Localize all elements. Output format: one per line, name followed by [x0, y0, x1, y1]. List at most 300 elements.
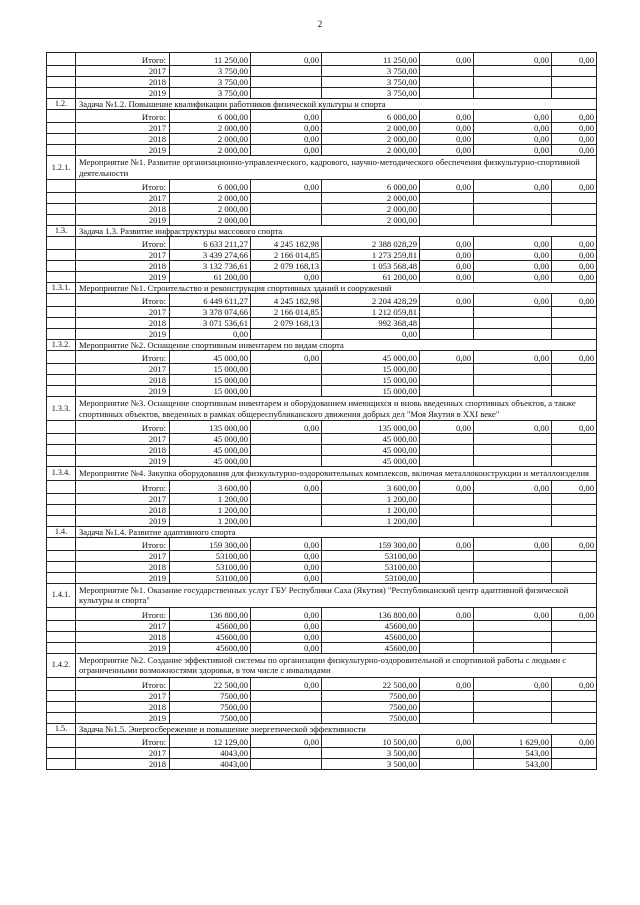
amount-cell	[474, 88, 552, 99]
amount-cell	[552, 445, 597, 456]
amount-cell	[420, 747, 474, 758]
amount-cell: 6 000,00	[170, 110, 251, 123]
amount-cell: 15 000,00	[322, 386, 420, 397]
table-row	[47, 375, 597, 386]
amount-cell: 0,00	[420, 537, 474, 550]
budget-table-body	[47, 53, 597, 770]
amount-cell	[251, 690, 322, 701]
task-heading-row	[47, 526, 597, 537]
event-title: Мероприятие №1. Оказание государственных услуг ГБУ Республики Саха (Якутия) "Республиканский центр адаптивной физической культуры и спорта"	[76, 583, 597, 607]
amount-cell	[251, 66, 322, 77]
amount-cell: 0,00	[251, 134, 322, 145]
amount-cell	[474, 504, 552, 515]
year-label: 2019	[76, 215, 170, 226]
amount-cell: 2 000,00	[322, 204, 420, 215]
row-code-cell	[47, 204, 76, 215]
amount-cell: 135 000,00	[170, 421, 251, 434]
row-code-cell	[47, 110, 76, 123]
event-row	[47, 653, 597, 677]
row-code-cell	[47, 758, 76, 769]
amount-cell	[552, 88, 597, 99]
amount-cell: 0,00	[420, 294, 474, 307]
amount-cell	[552, 550, 597, 561]
amount-cell: 7500,00	[322, 701, 420, 712]
amount-cell: 0,00	[474, 123, 552, 134]
amount-cell	[420, 515, 474, 526]
amount-cell: 3 750,00	[322, 77, 420, 88]
amount-cell: 0,00	[420, 123, 474, 134]
table-row	[47, 642, 597, 653]
amount-cell: 2 388 028,29	[322, 237, 420, 250]
table-row	[47, 421, 597, 434]
event-row	[47, 467, 597, 481]
amount-cell	[474, 77, 552, 88]
task-title: Мероприятие №1. Строительство и реконструкция спортивных зданий и сооружений	[76, 283, 597, 294]
amount-cell: 0,00	[251, 110, 322, 123]
amount-cell: 0,00	[420, 272, 474, 283]
amount-cell	[552, 66, 597, 77]
year-label: 2017	[76, 364, 170, 375]
table-row	[47, 307, 597, 318]
row-code-cell	[47, 480, 76, 493]
amount-cell: 135 000,00	[322, 421, 420, 434]
table-row	[47, 272, 597, 283]
amount-cell: 15 000,00	[322, 375, 420, 386]
amount-cell: 0,00	[170, 329, 251, 340]
amount-cell: 136 800,00	[170, 607, 251, 620]
amount-cell: 0,00	[322, 329, 420, 340]
row-code-cell	[47, 364, 76, 375]
amount-cell: 0,00	[474, 53, 552, 66]
amount-cell	[552, 642, 597, 653]
task-heading-row	[47, 723, 597, 734]
row-code-cell	[47, 515, 76, 526]
amount-cell: 53100,00	[170, 561, 251, 572]
amount-cell: 0,00	[251, 642, 322, 653]
total-label: Итого:	[76, 180, 170, 193]
amount-cell	[474, 493, 552, 504]
amount-cell	[474, 318, 552, 329]
table-row	[47, 318, 597, 329]
year-label: 2018	[76, 758, 170, 769]
event-row	[47, 397, 597, 421]
amount-cell	[474, 386, 552, 397]
row-code-cell	[47, 537, 76, 550]
table-row	[47, 445, 597, 456]
row-code-cell	[47, 607, 76, 620]
year-label: 2019	[76, 386, 170, 397]
amount-cell: 7500,00	[170, 712, 251, 723]
amount-cell: 1 053 568,48	[322, 261, 420, 272]
amount-cell: 2 000,00	[170, 215, 251, 226]
amount-cell: 3 600,00	[322, 480, 420, 493]
amount-cell	[251, 445, 322, 456]
amount-cell	[474, 204, 552, 215]
total-label: Итого:	[76, 53, 170, 66]
amount-cell	[552, 318, 597, 329]
amount-cell: 6 449 611,27	[170, 294, 251, 307]
year-label: 2018	[76, 631, 170, 642]
event-title: Мероприятие №4. Закупка оборудования для физкультурно-оздоровительных комплексов, включая металлоконструкции и металлоизделия	[76, 467, 597, 481]
table-row	[47, 329, 597, 340]
amount-cell	[420, 504, 474, 515]
amount-cell	[420, 386, 474, 397]
row-code-cell	[47, 421, 76, 434]
amount-cell: 0,00	[420, 261, 474, 272]
amount-cell: 2 166 014,85	[251, 250, 322, 261]
amount-cell: 45 000,00	[170, 351, 251, 364]
year-label: 2019	[76, 572, 170, 583]
year-label: 2018	[76, 701, 170, 712]
amount-cell: 2 000,00	[170, 145, 251, 156]
year-label: 2019	[76, 712, 170, 723]
amount-cell: 0,00	[552, 237, 597, 250]
amount-cell: 3 439 274,66	[170, 250, 251, 261]
amount-cell	[420, 434, 474, 445]
amount-cell	[420, 758, 474, 769]
amount-cell: 2 079 168,13	[251, 261, 322, 272]
year-label: 2018	[76, 261, 170, 272]
amount-cell: 53100,00	[170, 572, 251, 583]
amount-cell: 45 000,00	[322, 434, 420, 445]
amount-cell: 0,00	[251, 537, 322, 550]
amount-cell: 11 250,00	[322, 53, 420, 66]
year-label: 2018	[76, 504, 170, 515]
table-row	[47, 261, 597, 272]
amount-cell: 0,00	[474, 250, 552, 261]
amount-cell	[420, 329, 474, 340]
amount-cell: 15 000,00	[170, 364, 251, 375]
row-code-cell	[47, 701, 76, 712]
table-row	[47, 351, 597, 364]
amount-cell: 0,00	[552, 272, 597, 283]
amount-cell: 3 132 736,61	[170, 261, 251, 272]
row-code-cell	[47, 642, 76, 653]
amount-cell: 159 300,00	[170, 537, 251, 550]
amount-cell	[552, 77, 597, 88]
row-code-cell	[47, 123, 76, 134]
amount-cell: 0,00	[474, 351, 552, 364]
amount-cell	[474, 215, 552, 226]
amount-cell	[552, 307, 597, 318]
total-label: Итого:	[76, 351, 170, 364]
event-title: Мероприятие №2. Создание эффективной системы по организации физкультурно-оздоровительной и спортивной работы с людьми с ограниченными возможностями здоровья, в том числе с инвалидами	[76, 653, 597, 677]
amount-cell: 0,00	[420, 250, 474, 261]
table-row	[47, 53, 597, 66]
page-number: 2	[317, 19, 323, 29]
amount-cell	[474, 561, 552, 572]
year-label: 2017	[76, 307, 170, 318]
year-label: 2018	[76, 445, 170, 456]
amount-cell: 7500,00	[322, 712, 420, 723]
amount-cell: 0,00	[474, 180, 552, 193]
table-row	[47, 294, 597, 307]
row-code-cell	[47, 53, 76, 66]
amount-cell: 0,00	[251, 272, 322, 283]
row-code-cell	[47, 66, 76, 77]
year-label: 2018	[76, 77, 170, 88]
amount-cell: 0,00	[474, 145, 552, 156]
year-label: 2019	[76, 88, 170, 99]
amount-cell: 1 629,00	[474, 734, 552, 747]
year-label: 2017	[76, 434, 170, 445]
row-code-cell	[47, 250, 76, 261]
amount-cell: 0,00	[420, 145, 474, 156]
amount-cell: 0,00	[251, 631, 322, 642]
amount-cell: 45 000,00	[322, 456, 420, 467]
amount-cell: 0,00	[474, 237, 552, 250]
amount-cell	[474, 66, 552, 77]
amount-cell	[420, 445, 474, 456]
total-label: Итого:	[76, 607, 170, 620]
amount-cell	[474, 434, 552, 445]
year-label: 2017	[76, 193, 170, 204]
table-row	[47, 504, 597, 515]
amount-cell: 1 200,00	[170, 504, 251, 515]
amount-cell: 0,00	[420, 677, 474, 690]
amount-cell: 0,00	[420, 110, 474, 123]
amount-cell: 61 200,00	[170, 272, 251, 283]
amount-cell: 4043,00	[170, 758, 251, 769]
amount-cell: 0,00	[251, 180, 322, 193]
amount-cell: 0,00	[474, 537, 552, 550]
amount-cell	[251, 88, 322, 99]
task-heading-row	[47, 340, 597, 351]
row-code-cell	[47, 134, 76, 145]
amount-cell: 3 500,00	[322, 758, 420, 769]
year-label: 2019	[76, 145, 170, 156]
amount-cell	[251, 193, 322, 204]
amount-cell: 6 000,00	[322, 110, 420, 123]
amount-cell: 1 212 059,81	[322, 307, 420, 318]
total-label: Итого:	[76, 237, 170, 250]
amount-cell	[420, 701, 474, 712]
amount-cell: 0,00	[251, 607, 322, 620]
amount-cell	[552, 493, 597, 504]
year-label: 2019	[76, 329, 170, 340]
amount-cell: 992 368,48	[322, 318, 420, 329]
year-label: 2018	[76, 375, 170, 386]
table-row	[47, 620, 597, 631]
amount-cell	[251, 504, 322, 515]
row-code-cell	[47, 145, 76, 156]
amount-cell	[420, 550, 474, 561]
amount-cell	[474, 550, 552, 561]
table-row	[47, 734, 597, 747]
table-row	[47, 456, 597, 467]
amount-cell: 0,00	[552, 53, 597, 66]
amount-cell	[474, 642, 552, 653]
amount-cell: 3 750,00	[170, 77, 251, 88]
row-code: 1.4.1.	[47, 583, 76, 607]
amount-cell: 0,00	[474, 272, 552, 283]
amount-cell: 45600,00	[322, 631, 420, 642]
row-code-cell	[47, 329, 76, 340]
year-label: 2019	[76, 515, 170, 526]
amount-cell: 45 000,00	[322, 351, 420, 364]
amount-cell	[420, 493, 474, 504]
table-row	[47, 215, 597, 226]
task-title: Мероприятие №2. Оснащение спортивным инвентарем по видам спорта	[76, 340, 597, 351]
amount-cell: 3 750,00	[322, 88, 420, 99]
year-label: 2017	[76, 747, 170, 758]
total-label: Итого:	[76, 110, 170, 123]
amount-cell	[552, 193, 597, 204]
amount-cell: 0,00	[420, 237, 474, 250]
amount-cell: 0,00	[251, 123, 322, 134]
amount-cell: 45600,00	[170, 631, 251, 642]
amount-cell: 22 500,00	[322, 677, 420, 690]
amount-cell: 0,00	[251, 734, 322, 747]
table-row	[47, 237, 597, 250]
amount-cell: 6 000,00	[170, 180, 251, 193]
amount-cell: 6 000,00	[322, 180, 420, 193]
amount-cell: 7500,00	[170, 690, 251, 701]
amount-cell	[251, 747, 322, 758]
amount-cell	[420, 318, 474, 329]
amount-cell: 7500,00	[322, 690, 420, 701]
amount-cell: 45600,00	[322, 642, 420, 653]
event-row	[47, 156, 597, 180]
amount-cell: 0,00	[251, 480, 322, 493]
amount-cell: 3 750,00	[170, 88, 251, 99]
table-row	[47, 701, 597, 712]
amount-cell: 15 000,00	[322, 364, 420, 375]
amount-cell: 2 000,00	[322, 193, 420, 204]
event-title: Мероприятие №3. Оснащение спортивным инвентарем и оборудованием имеющихся и вновь введенных спортивных объектов, а также спортивных объектов, введенных в рамках общереспубликанского движения добрых дел "Моя Якутия в XXI веке"	[76, 397, 597, 421]
amount-cell: 53100,00	[322, 572, 420, 583]
amount-cell: 2 000,00	[170, 123, 251, 134]
amount-cell: 0,00	[474, 134, 552, 145]
table-row	[47, 480, 597, 493]
row-code-cell	[47, 734, 76, 747]
table-row	[47, 758, 597, 769]
row-code-cell	[47, 375, 76, 386]
amount-cell	[420, 364, 474, 375]
amount-cell	[552, 747, 597, 758]
amount-cell: 4043,00	[170, 747, 251, 758]
row-code: 1.4.	[47, 526, 76, 537]
amount-cell: 53100,00	[322, 550, 420, 561]
amount-cell: 3 378 074,66	[170, 307, 251, 318]
amount-cell: 45600,00	[170, 620, 251, 631]
row-code-cell	[47, 550, 76, 561]
amount-cell	[474, 307, 552, 318]
amount-cell	[552, 386, 597, 397]
total-label: Итого:	[76, 294, 170, 307]
row-code-cell	[47, 318, 76, 329]
amount-cell	[251, 434, 322, 445]
amount-cell: 0,00	[251, 677, 322, 690]
row-code-cell	[47, 351, 76, 364]
amount-cell	[251, 456, 322, 467]
amount-cell	[474, 690, 552, 701]
row-code-cell	[47, 677, 76, 690]
row-code-cell	[47, 747, 76, 758]
amount-cell: 0,00	[474, 421, 552, 434]
row-code-cell	[47, 193, 76, 204]
amount-cell	[420, 88, 474, 99]
amount-cell: 0,00	[420, 180, 474, 193]
amount-cell	[420, 204, 474, 215]
amount-cell	[251, 758, 322, 769]
year-label: 2018	[76, 561, 170, 572]
amount-cell	[474, 631, 552, 642]
row-code-cell	[47, 237, 76, 250]
table-row	[47, 561, 597, 572]
amount-cell: 0,00	[552, 123, 597, 134]
amount-cell: 10 500,00	[322, 734, 420, 747]
amount-cell: 0,00	[552, 261, 597, 272]
total-label: Итого:	[76, 734, 170, 747]
row-code-cell	[47, 294, 76, 307]
amount-cell	[420, 66, 474, 77]
table-row	[47, 77, 597, 88]
amount-cell: 3 750,00	[322, 66, 420, 77]
row-code-cell	[47, 386, 76, 397]
row-code-cell	[47, 712, 76, 723]
table-row	[47, 386, 597, 397]
amount-cell	[552, 620, 597, 631]
amount-cell: 45 000,00	[322, 445, 420, 456]
total-label: Итого:	[76, 677, 170, 690]
task-heading-row	[47, 226, 597, 237]
table-row	[47, 250, 597, 261]
amount-cell: 1 200,00	[170, 515, 251, 526]
table-row	[47, 572, 597, 583]
amount-cell	[251, 204, 322, 215]
table-row	[47, 515, 597, 526]
row-code-cell	[47, 88, 76, 99]
task-title: Задача №1.2. Повышение квалификации работников физической культуры и спорта	[76, 99, 597, 110]
amount-cell: 0,00	[552, 134, 597, 145]
year-label: 2017	[76, 690, 170, 701]
year-label: 2017	[76, 493, 170, 504]
amount-cell	[552, 690, 597, 701]
amount-cell: 2 000,00	[322, 134, 420, 145]
amount-cell	[552, 572, 597, 583]
row-code-cell	[47, 307, 76, 318]
amount-cell: 0,00	[251, 572, 322, 583]
row-code: 1.3.2.	[47, 340, 76, 351]
amount-cell	[474, 701, 552, 712]
amount-cell	[420, 642, 474, 653]
amount-cell: 6 633 211,27	[170, 237, 251, 250]
row-code-cell	[47, 445, 76, 456]
amount-cell	[251, 77, 322, 88]
amount-cell: 0,00	[552, 734, 597, 747]
row-code-cell	[47, 434, 76, 445]
row-code-cell	[47, 504, 76, 515]
amount-cell: 4 245 182,98	[251, 294, 322, 307]
table-row	[47, 607, 597, 620]
amount-cell	[552, 561, 597, 572]
row-code: 1.3.	[47, 226, 76, 237]
amount-cell: 2 204 428,29	[322, 294, 420, 307]
year-label: 2017	[76, 66, 170, 77]
amount-cell	[251, 375, 322, 386]
year-label: 2017	[76, 550, 170, 561]
amount-cell: 45 000,00	[170, 445, 251, 456]
amount-cell	[474, 515, 552, 526]
row-code: 1.5.	[47, 723, 76, 734]
row-code: 1.2.1.	[47, 156, 76, 180]
amount-cell	[474, 193, 552, 204]
amount-cell: 0,00	[420, 480, 474, 493]
amount-cell: 2 000,00	[170, 193, 251, 204]
amount-cell: 2 000,00	[170, 134, 251, 145]
year-label: 2019	[76, 272, 170, 283]
